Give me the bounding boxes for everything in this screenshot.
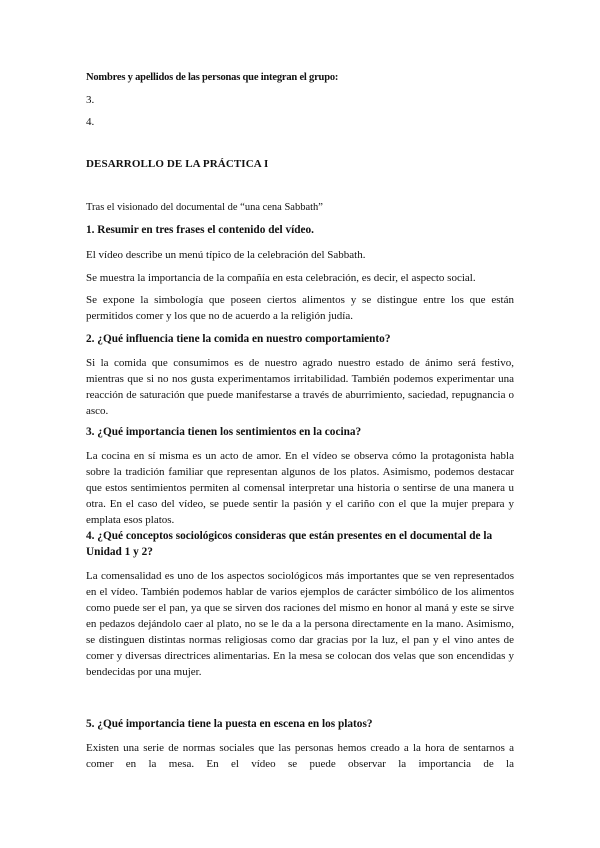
question-1-title: 1. Resumir en tres frases el contenido del vídeo. [86,224,315,236]
list-item-3: 3. [86,94,95,106]
question-3-paragraph-1: La cocina en sí misma es un acto de amor. En el vídeo se observa cómo la protagonista habla sobre la tradición familiar que representan algunos de los platos. Asimismo, podemos destacar que estos sentimientos permiten al comensal interpretar una historia o sentirse de una manera u otra. En el caso del vídeo, se puede sentir la pasión y el cariño con el que la mujer prepara y emplata esos platos. [86,450,514,526]
question-1-paragraph-3: Se expone la simbología que poseen ciertos alimentos y se distingue entre los que están permitidos comer y los que no de acuerdo a la religión judía. [86,294,514,322]
question-2-title: 2. ¿Qué influencia tiene la comida en nuestro comportamiento? [86,333,391,345]
question-1-paragraph-1: El vídeo describe un menú típico de la celebración del Sabbath. [86,249,366,261]
intro-text: Tras el visionado del documental de “una cena Sabbath” [86,202,323,213]
question-2-paragraph-1: Si la comida que consumimos es de nuestro agrado nuestro estado de ánimo será festivo, mientras que si no nos gusta experimentamos irritabilidad. También podemos experimentar una reacción de saturación que puede manifestarse a través de aburrimiento, saciedad, repugnancia o asco. [86,357,514,417]
list-item-4: 4. [86,116,95,128]
question-3-title: 3. ¿Qué importancia tienen los sentimientos en la cocina? [86,426,362,438]
section-title: DESARROLLO DE LA PRÁCTICA I [86,158,269,170]
question-5-title: 5. ¿Qué importancia tiene la puesta en escena en los platos? [86,718,373,730]
question-1-paragraph-2: Se muestra la importancia de la compañía en esta celebración, es decir, el aspecto social. [86,272,476,284]
question-4-paragraph-1: La comensalidad es uno de los aspectos sociológicos más importantes que se ven representados en el vídeo. También podemos hablar de varios ejemplos de carácter simbólico de los alimentos como puede ser el pan, ya que se sirven dos raciones del mismo en honor al maná y este se sirve en pedazos dejándolo caer al plato, no se le da a la persona directamente en la mano. Asimismo, se distinguen distintas normas religiosas como dar gracias por la luz, el pan y el vino antes de comer y diversas directrices alimentarias. En la mesa se colocan dos velas que son encendidas y bendecidas por una mujer. [86,570,514,678]
question-5-paragraph-1: Existen una serie de normas sociales que las personas hemos creado a la hora de sentarnos a comer en la mesa. En el vídeo se puede observar la importancia de la [86,742,514,770]
question-4-title: 4. ¿Qué conceptos sociológicos consideras que están presentes en el documental de la Unidad 1 y 2? [86,530,493,558]
group-members-label: Nombres y apellidos de las personas que integran el grupo: [86,72,339,83]
